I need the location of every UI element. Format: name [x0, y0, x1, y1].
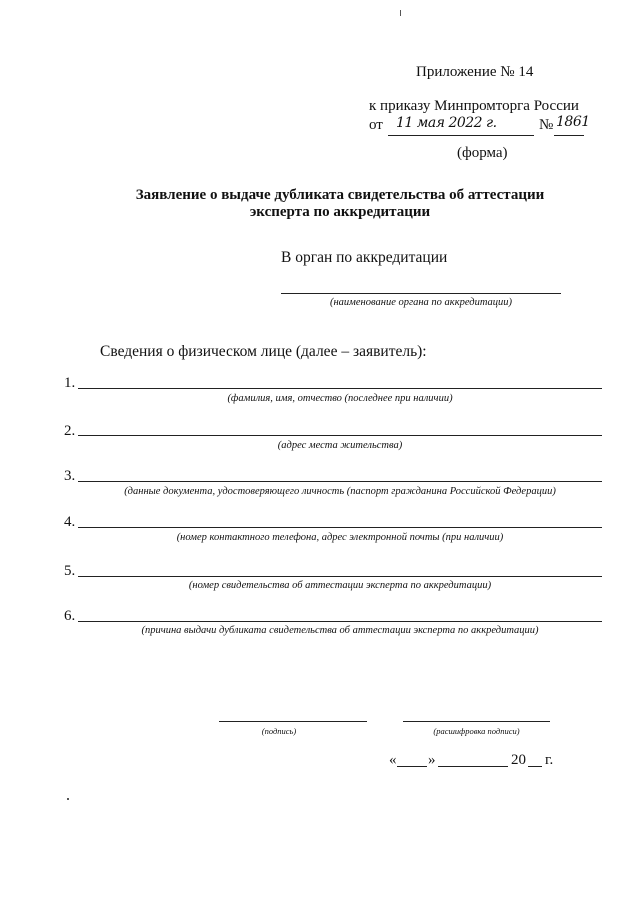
field-1-line[interactable]: [78, 388, 602, 389]
field-number: 5.: [64, 563, 76, 579]
field-number: 6.: [64, 608, 76, 624]
field-6-caption: (причина выдачи дубликата свидетельства об аттестации эксперта по аккредитации): [141, 625, 539, 636]
applicant-heading: Сведения о физическом лице (далее – заявитель):: [100, 343, 427, 360]
order-reference: к приказу Минпромторга России: [369, 98, 579, 114]
from-prefix: от: [369, 117, 383, 133]
handwritten-number: 1861: [556, 114, 590, 130]
addressee-label: В орган по аккредитации: [281, 249, 448, 266]
signature-line[interactable]: [219, 721, 367, 722]
date-open-quote: «: [389, 752, 397, 768]
date-month-line[interactable]: [438, 766, 508, 767]
document-title-line2: эксперта по аккредитации: [249, 204, 431, 220]
date-underline: [388, 135, 534, 136]
date-day-line[interactable]: [397, 766, 427, 767]
form-note: (форма): [457, 145, 508, 161]
year-prefix: 20: [511, 752, 526, 768]
signature-decode-line[interactable]: [403, 721, 550, 722]
field-4-line[interactable]: [78, 527, 602, 528]
signature-caption: (подпись): [261, 726, 297, 736]
document-title-line1: Заявление о выдаче дубликата свидетельства об аттестации: [135, 187, 545, 203]
field-number: 1.: [64, 375, 76, 391]
addressee-line[interactable]: [281, 293, 561, 294]
number-underline: [554, 135, 584, 136]
appendix-label: Приложение № 14: [416, 64, 534, 80]
field-5-line[interactable]: [78, 576, 602, 577]
date-year-line[interactable]: [528, 766, 542, 767]
addressee-caption: (наименование органа по аккредитации): [329, 297, 513, 308]
scan-speck: [400, 10, 401, 16]
field-3-caption: (данные документа, удостоверяющего личность (паспорт гражданина Российской Федерации): [124, 486, 556, 497]
field-6-line[interactable]: [78, 621, 602, 622]
field-number: 4.: [64, 514, 76, 530]
field-4-caption: (номер контактного телефона, адрес электронной почты (при наличии): [176, 532, 504, 543]
field-1-caption: (фамилия, имя, отчество (последнее при наличии): [227, 393, 453, 404]
scan-speck: [67, 798, 69, 800]
signature-decode-caption: (расшифровка подписи): [433, 726, 520, 736]
handwritten-date: 11 мая 2022 г.: [396, 115, 497, 131]
number-prefix: №: [539, 117, 554, 133]
field-2-caption: (адрес места жительства): [277, 440, 403, 451]
field-number: 2.: [64, 423, 76, 439]
field-number: 3.: [64, 468, 76, 484]
field-2-line[interactable]: [78, 435, 602, 436]
field-5-caption: (номер свидетельства об аттестации эксперта по аккредитации): [188, 580, 492, 591]
year-suffix: г.: [545, 752, 554, 768]
date-close-quote: »: [428, 752, 436, 768]
field-3-line[interactable]: [78, 481, 602, 482]
